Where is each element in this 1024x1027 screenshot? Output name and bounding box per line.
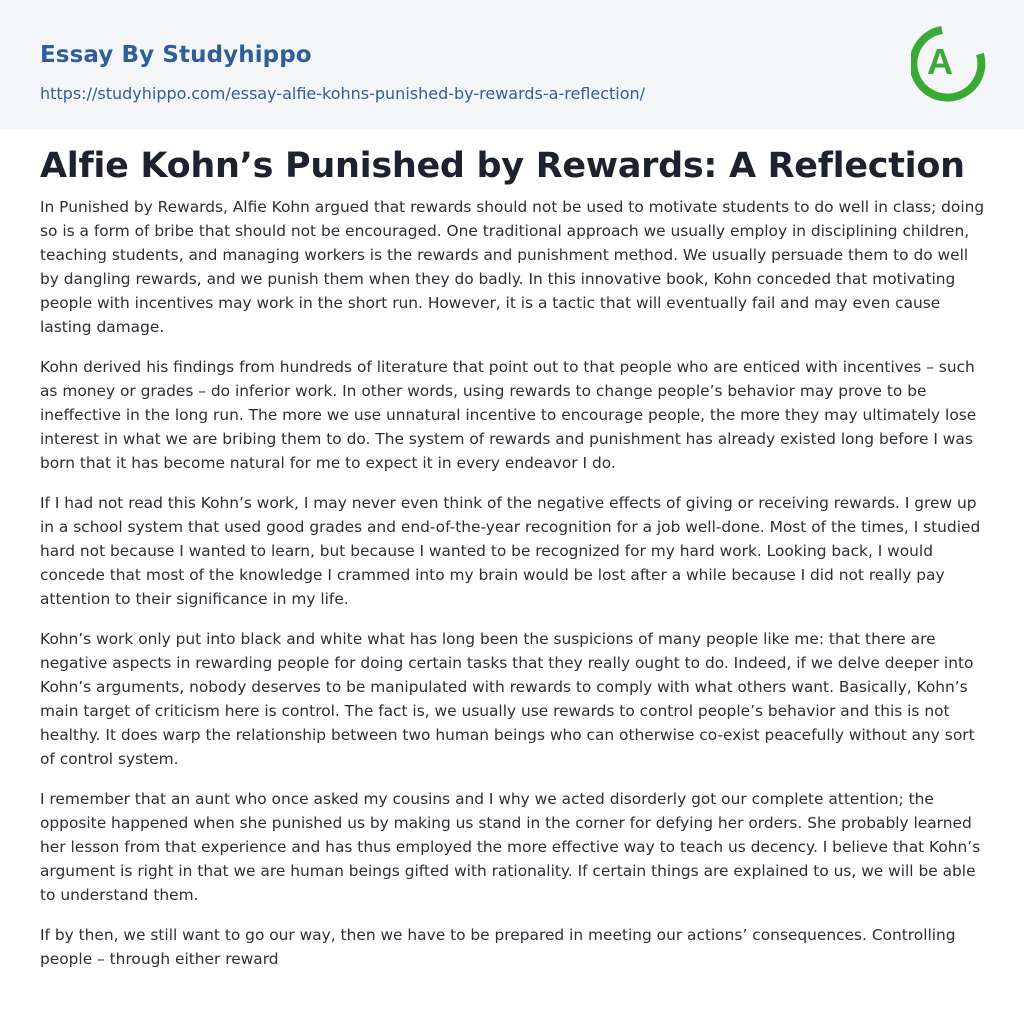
paragraph: I remember that an aunt who once asked my cousins and I why we acted disorderly got our complete attention; the opposite happened when she punished us by making us stand in the corner for defying her orders. She probably learned her lesson from that experience and has thus employed the more effective way to teach us decency. I believe that Kohn’s argument is right in that we are human beings gifted with rationality. If certain things are explained to us, we will be able to understand them. (40, 790, 981, 904)
page-title: Alfie Kohn’s Punished by Rewards: A Reflection (40, 146, 965, 186)
paragraph: Kohn derived his findings from hundreds of literature that point out to that people who are enticed with incentives – such as money or grades – do inferior work. In other words, using rewards to change people’s behavior may prove to be ineffective in the long run. The more we use unnatural incentive to encourage people, the more they may ultimately lose interest in what we are bribing them to do. The system of rewards and punishment has already existed long before I was born that it has become natural for me to expect it in every endeavor I do. (40, 358, 977, 472)
site-header (0, 0, 1024, 129)
studyhippo-logo-icon[interactable] (911, 18, 987, 108)
paragraph: In Punished by Rewards, Alfie Kohn argued that rewards should not be used to motivate students to do well in class; doing so is a form of bribe that should not be encouraged. One traditional approach we usually employ in disciplining children, teaching students, and managing workers is the rewards and punishment method. We usually persuade them to do well by dangling rewards, and we punish them when they do badly. In this innovative book, Kohn conceded that motivating people with incentives may work in the short run. However, it is a tactic that will eventually fail and may even cause lasting damage. (40, 198, 985, 336)
paragraph: If by then, we still want to go our way, then we have to be prepared in meeting our actions’ consequences. Controlling people – through either reward (40, 926, 956, 968)
logo-letter: A (927, 41, 953, 82)
brand-name[interactable]: Essay By Studyhippo (40, 42, 312, 68)
paragraph: Kohn’s work only put into black and white what has long been the suspicions of many people like me: that there are negative aspects in rewarding people for doing certain tasks that they really ought to do. Indeed, if we delve deeper into Kohn’s arguments, nobody deserves to be manipulated with rewards to comply with what others want. Basically, Kohn’s main target of criticism here is control. The fact is, we usually use rewards to control people’s behavior and this is not healthy. It does warp the relationship between two human beings who can otherwise co-exist peacefully without any sort of control system. (40, 630, 975, 768)
essay-body (40, 195, 990, 987)
source-url-link[interactable]: https://studyhippo.com/essay-alfie-kohns-punished-by-rewards-a-reflection/ (40, 84, 646, 103)
paragraph: If I had not read this Kohn’s work, I may never even think of the negative effects of giving or receiving rewards. I grew up in a school system that used good grades and end-of-the-year recognition for a job well-done. Most of the times, I studied hard not because I wanted to learn, but because I wanted to be recognized for my hard work. Looking back, I would concede that most of the knowledge I crammed into my brain would be lost after a while because I did not really pay attention to their significance in my life. (40, 494, 981, 608)
